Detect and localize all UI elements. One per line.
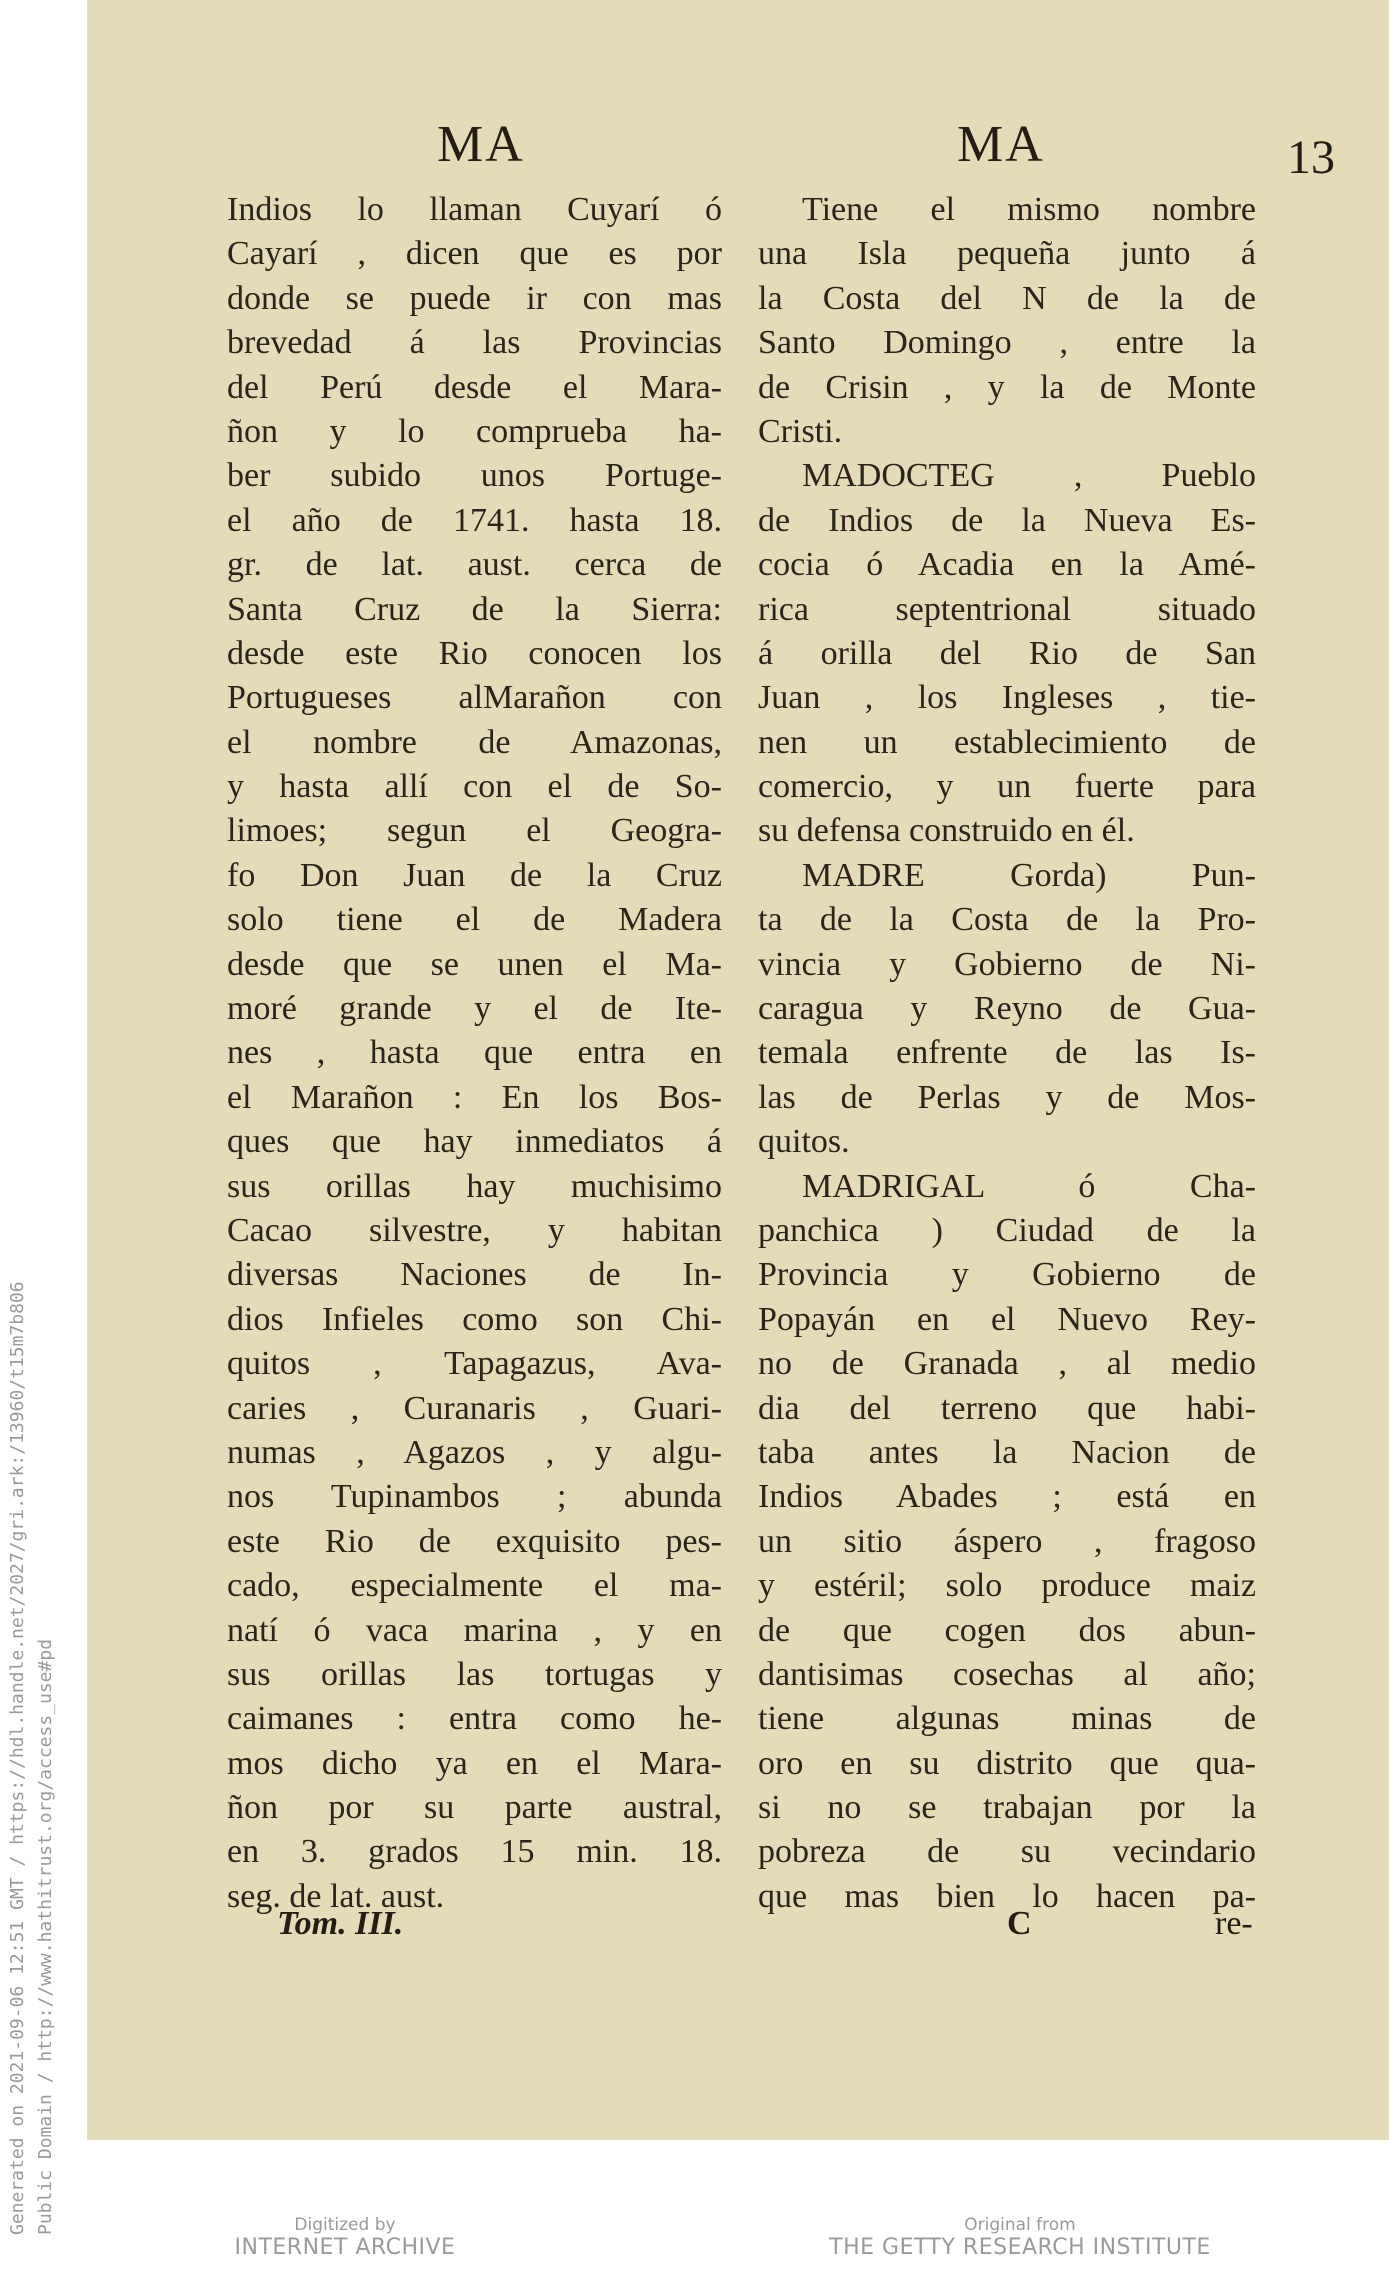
text-line: sus orillas hay muchisimo (227, 1167, 722, 1205)
text-line: Indios Abades ; está en (758, 1478, 1256, 1516)
running-head-left: MA (437, 116, 525, 173)
text-line: donde se puede ir con mas (227, 279, 722, 317)
text-line: si no se trabajan por la (758, 1789, 1256, 1827)
text-line: de Indios de la Nueva Es- (758, 501, 1256, 539)
text-line: caragua y Reyno de Gua- (758, 990, 1256, 1028)
text-line: y hasta allí con el de So- (227, 768, 722, 806)
text-line: ñon por su parte austral, (227, 1789, 722, 1827)
text-line: ta de la Costa de la Pro- (758, 901, 1256, 939)
left-text-column (227, 188, 722, 1919)
text-line: la Costa del N de la de (758, 279, 1256, 317)
text-line: caimanes : entra como he- (227, 1700, 722, 1738)
text-line: pobreza de su vecindario (758, 1833, 1256, 1871)
getty-institute-label: THE GETTY RESEARCH INSTITUTE (829, 2235, 1211, 2260)
text-line: sus orillas las tortugas y (227, 1655, 722, 1693)
text-line: el Marañon : En los Bos- (227, 1078, 722, 1116)
text-line: desde que se unen el Ma- (227, 945, 722, 983)
text-line: el nombre de Amazonas, (227, 723, 722, 761)
volume-signature: Tom. III. (277, 1905, 404, 1942)
stamp-line-2: Public Domain / http://www.hathitrust.org/access_use#pd (35, 1638, 56, 2235)
text-line: natí ó vaca marina , y en (227, 1611, 722, 1649)
text-line: ques que hay inmediatos á (227, 1123, 722, 1161)
text-line: nen un establecimiento de (758, 723, 1256, 761)
text-line: una Isla pequeña junto á (758, 235, 1256, 273)
text-line: limoes; segun el Geogra- (227, 812, 722, 850)
text-line: diversas Naciones de In- (227, 1256, 722, 1294)
text-line: dantisimas cosechas al año; (758, 1655, 1256, 1693)
text-line: Cayarí , dicen que es por (227, 235, 722, 273)
text-line: mos dicho ya en el Mara- (227, 1744, 722, 1782)
text-line: Portugueses alMarañon con (227, 679, 722, 717)
text-line: cado, especialmente el ma- (227, 1567, 722, 1605)
footer-left-caption: Digitized by (294, 2215, 396, 2235)
text-line: nos Tupinambos ; abunda (227, 1478, 722, 1516)
text-line: el año de 1741. hasta 18. (227, 501, 722, 539)
catchword: re- (1215, 1905, 1253, 1942)
text-line: Cristi. (758, 412, 843, 450)
text-line: desde este Rio conocen los (227, 634, 722, 672)
text-line: tiene algunas minas de (758, 1700, 1256, 1738)
text-line: temala enfrente de las Is- (758, 1034, 1256, 1072)
text-line: ñon y lo comprueba ha- (227, 412, 722, 450)
text-line: del Perú desde el Mara- (227, 368, 722, 406)
text-line: panchica ) Ciudad de la (758, 1211, 1256, 1249)
text-line: las de Perlas y de Mos- (758, 1078, 1256, 1116)
stamp-line-1: Generated on 2021-09-06 12:51 GMT / https://hdl.handle.net/2027/gri.ark:/13960/t15m7b806 (7, 1281, 28, 2235)
text-line: y estéril; solo produce maiz (758, 1567, 1256, 1605)
text-line: su defensa construido en él. (758, 812, 1135, 850)
text-line: solo tiene el de Madera (227, 901, 722, 939)
text-line: Santo Domingo , entre la (758, 324, 1256, 362)
text-line: de Crisin , y la de Monte (758, 368, 1256, 406)
internet-archive-label: INTERNET ARCHIVE (234, 2235, 456, 2260)
right-text-column (758, 188, 1256, 1919)
text-line: este Rio de exquisito pes- (227, 1522, 722, 1560)
text-line: que mas bien lo hacen pa- (758, 1877, 1256, 1915)
text-line: brevedad á las Provincias (227, 324, 722, 362)
text-line: MADRE Gorda) Pun- (802, 856, 1256, 894)
text-line: ber subido unos Portuge- (227, 457, 722, 495)
text-line: Tiene el mismo nombre (802, 191, 1256, 228)
page-number: 13 (1287, 131, 1335, 184)
text-line: moré grande y el de Ite- (227, 990, 722, 1028)
text-line: Juan , los Ingleses , tie- (758, 679, 1256, 717)
text-line: quitos. (758, 1123, 850, 1161)
text-line: cocia ó Acadia en la Amé- (758, 546, 1256, 584)
text-line: un sitio áspero , fragoso (758, 1522, 1256, 1560)
text-line: de que cogen dos abun- (758, 1611, 1256, 1649)
text-line: Cacao silvestre, y habitan (227, 1211, 722, 1249)
text-line: oro en su distrito que qua- (758, 1744, 1256, 1782)
text-line: dios Infieles como son Chi- (227, 1300, 722, 1338)
text-line: MADOCTEG , Pueblo (802, 457, 1256, 495)
text-line: caries , Curanaris , Guari- (227, 1389, 722, 1427)
text-line: MADRIGAL ó Cha- (802, 1167, 1256, 1205)
footer-digitized-by (180, 2215, 510, 2260)
text-line: gr. de lat. aust. cerca de (227, 546, 722, 584)
text-line: comercio, y un fuerte para (758, 768, 1256, 806)
text-line: vincia y Gobierno de Ni- (758, 945, 1256, 983)
text-line: dia del terreno que habi- (758, 1389, 1256, 1427)
text-line: á orilla del Rio de San (758, 634, 1256, 672)
text-line: numas , Agazos , y algu- (227, 1433, 722, 1471)
text-line: en 3. grados 15 min. 18. (227, 1833, 722, 1871)
text-line: Provincia y Gobierno de (758, 1256, 1256, 1294)
book-page (87, 0, 1389, 2140)
gathering-signature: C (1007, 1905, 1032, 1942)
text-line: Indios lo llaman Cuyarí ó (227, 191, 722, 228)
text-line: seg. de lat. aust. (227, 1877, 445, 1915)
text-line: no de Granada , al medio (758, 1345, 1256, 1383)
footer-right-caption: Original from (964, 2215, 1076, 2235)
text-line: Santa Cruz de la Sierra: (227, 590, 722, 628)
text-line: quitos , Tapagazus, Ava- (227, 1345, 722, 1383)
text-line: rica septentrional situado (758, 590, 1256, 628)
text-line: Popayán en el Nuevo Rey- (758, 1300, 1256, 1338)
text-line: fo Don Juan de la Cruz (227, 856, 722, 894)
hathitrust-stamp (4, 1281, 60, 2235)
text-line: taba antes la Nacion de (758, 1433, 1256, 1471)
footer-original-from (820, 2215, 1220, 2260)
running-head-right: MA (957, 116, 1045, 173)
text-line: nes , hasta que entra en (227, 1034, 722, 1072)
